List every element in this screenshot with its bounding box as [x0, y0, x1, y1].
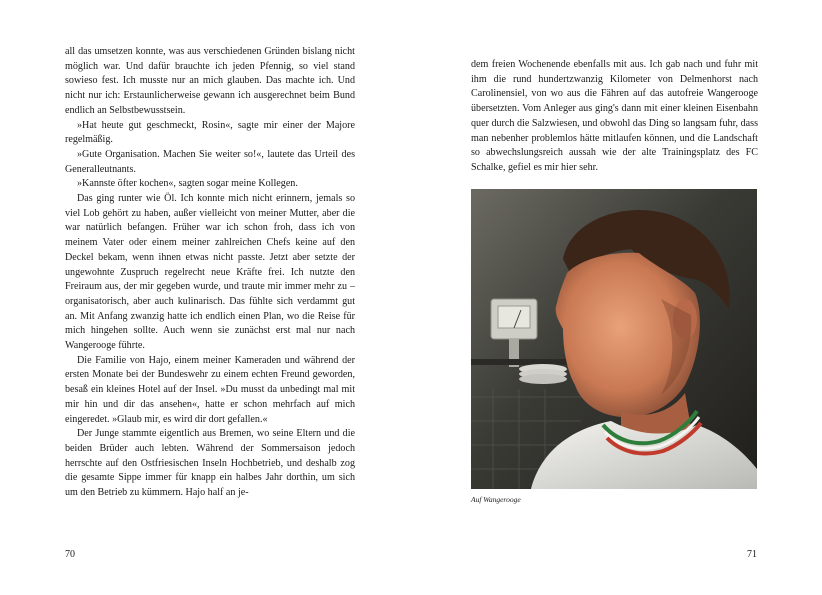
paragraph: dem freien Wochenende ebenfalls mit aus. Ich gab nach und fuhr mit ihm die rund hundertzwanzig Kilometer von Delmenhorst nach Carolinensiel, von wo aus die Fähren auf das autofreie Wangerooge übersetzten. Vom Anleger aus ging's dann mit einer kleinen Eisenbahn quer durch die Salzwiesen, und obwohl das Ding so langsam fuhr, dass man nebenher problemlos hätte mitlaufen können, und die Landschaft so abwechslungsreich aussah wie der alte Trainingsplatz des FC Schalke, gefiel es mir hier sehr. — [471, 59, 758, 173]
left-page-body — [65, 45, 355, 501]
chef-portrait-photo — [471, 189, 757, 489]
right-page — [411, 0, 822, 595]
page-number: 70 — [65, 549, 75, 560]
paragraph: »Kannste öfter kochen«, sagten sogar meine Kollegen. — [77, 178, 298, 190]
paragraph: Das ging runter wie Öl. Ich konnte mich nicht erinnern, jemals so viel Lob gehört zu haben, außer vielleicht von meiner Mutter, aber die war natürlich befangen. Früher war ich schon froh, dass ich von meinem Vater oder einem meiner zahlreichen Chefs keine auf den Deckel bekam, wenn ihnen etwas nicht passte. Jetzt aber setzte der ungewohnte Zuspruch regelrecht neue Kräfte frei. Ich nutzte den Freiraum aus, der mir gegeben wurde, und traute mir immer mehr zu – organisatorisch, aber auch kulinarisch. Das fühlte sich verdammt gut an. Mit Anfang zwanzig hatte ich endlich einen Plan, wo die Reise für mich hingehen sollte. Auch wenn sie zunächst erst mal nur nach Wangerooge führte. — [65, 193, 355, 352]
paragraph: Der Junge stammte eigentlich aus Bremen, wo seine Eltern und die beiden Brüder auch lebten. Während der Sommersaison jedoch herrschte auf den Ostfriesischen Inseln Hochbetrieb, und deshalb zog die gesamte Sippe immer für knapp ein halbes Jahr dorthin, um sich um den Betrieb zu kümmern. Hajo half an je- — [65, 428, 355, 499]
paragraph: Die Familie von Hajo, einem meiner Kameraden und während der ersten Monate bei der Bundeswehr zu einem echten Freund geworden, besaß ein kleines Hotel auf der Insel. »Du musst da unbedingt mal mit mir hin und dir das ansehen«, hatte er schon mehrfach auf mich eingeredet. »Glaub mir, es wird dir dort gefallen.« — [65, 354, 355, 425]
page-number: 71 — [747, 549, 757, 560]
right-page-body — [471, 58, 758, 176]
paragraph: all das umsetzen konnte, was aus verschiedenen Gründen bislang nicht möglich war. Und dafür brauchte ich jeden Pfennig, so viel stand sowieso fest. Ich musste nur an mich glauben. Das machte ich. Und nicht nur ich: Erstaunlicherweise gewann ich ausgerechnet beim Bund endlich an Selbstbewusstsein. — [65, 46, 355, 116]
photo-caption: Auf Wangerooge — [471, 495, 521, 504]
paragraph: »Gute Organisation. Machen Sie weiter so!«, lautete das Urteil des Generalleutnants. — [65, 148, 355, 175]
paragraph: »Hat heute gut geschmeckt, Rosin«, sagte mir einer der Majore regelmäßig. — [65, 119, 355, 146]
